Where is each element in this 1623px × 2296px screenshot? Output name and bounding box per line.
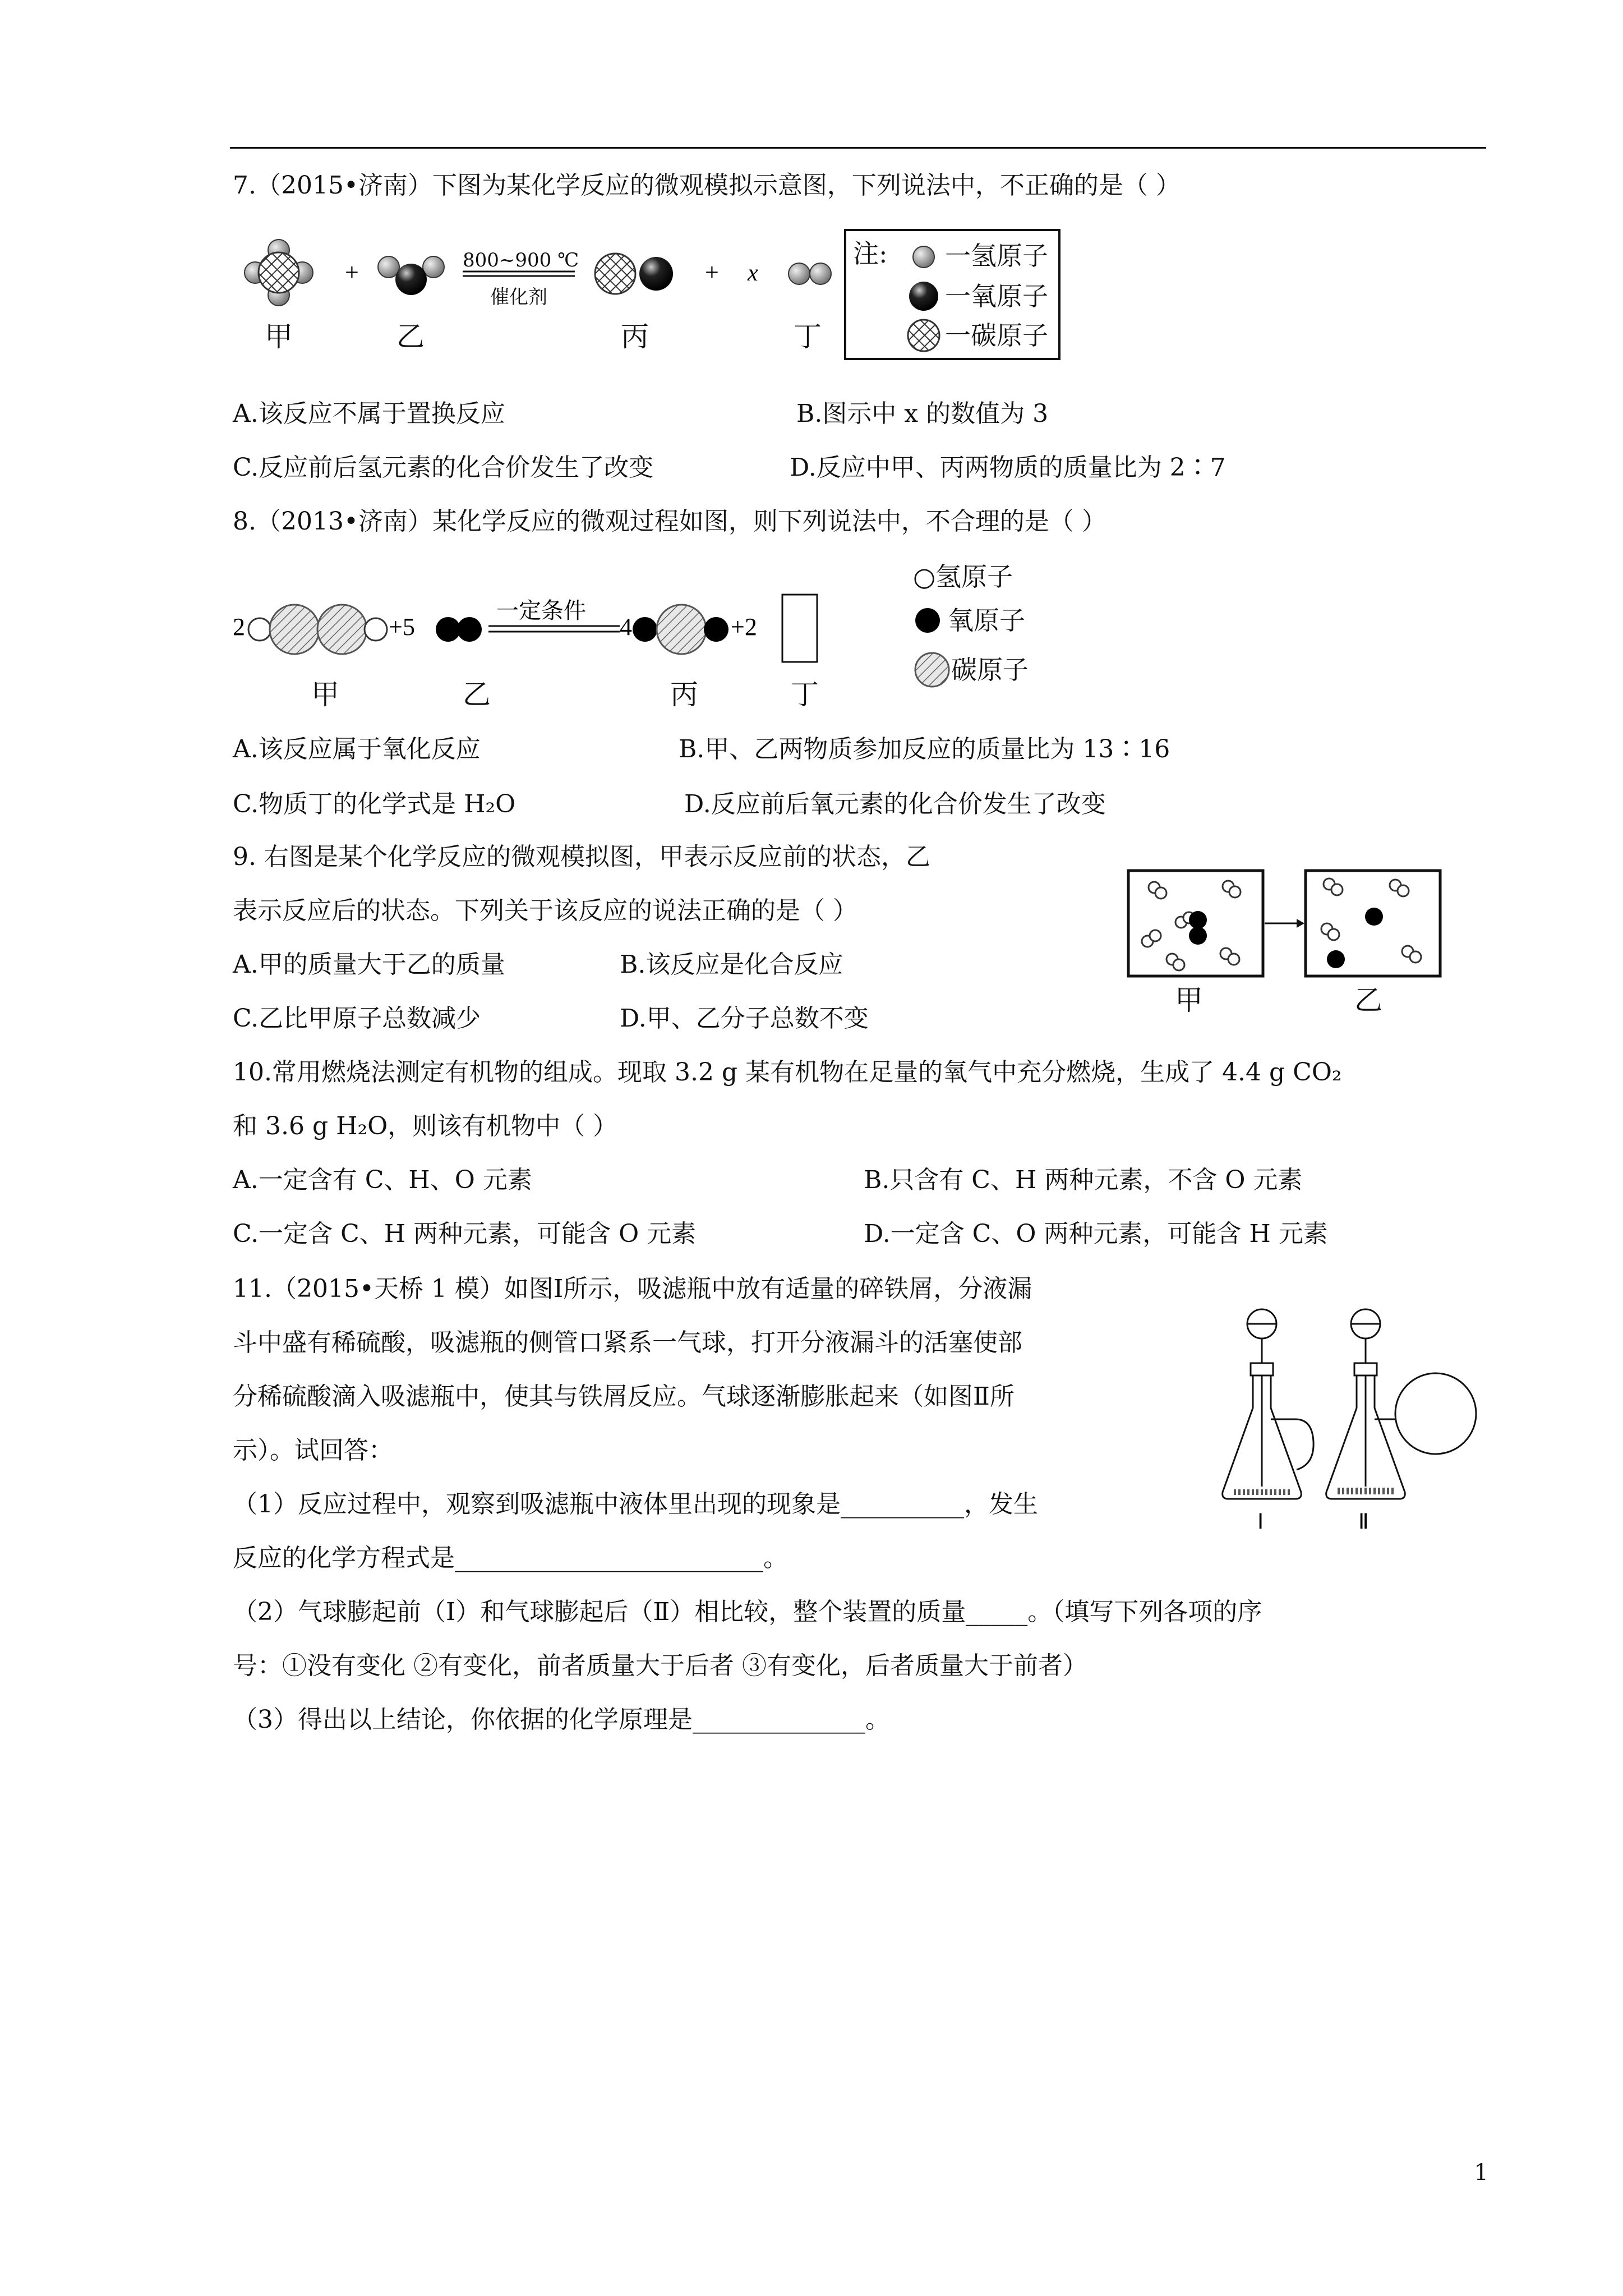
q8-condition: 一定条件 — [496, 598, 586, 623]
molecule-yi — [378, 256, 444, 295]
q8-option-b: B.甲、乙两物质参加反应的质量比为 13∶16 — [679, 735, 1170, 763]
q11-fig-label-1: Ⅰ — [1257, 1510, 1264, 1534]
molecule-co2 — [633, 605, 728, 654]
q8-label-bing: 丙 — [670, 678, 698, 711]
q7-legend-o: 一氧原子 — [945, 281, 1048, 311]
q11-line-1: 11.（2015•天桥 1 模）如图Ⅰ所示，吸滤瓶中放有适量的碎铁屑，分液漏 — [233, 1274, 1032, 1303]
q9-figure — [1127, 869, 1441, 982]
q7-legend-title: 注: — [853, 238, 888, 269]
q11-line-2: 斗中盛有稀硫酸，吸滤瓶的侧管口紧系一气球，打开分液漏斗的活塞使部 — [233, 1328, 1022, 1357]
q8-unknown-box — [782, 595, 817, 662]
q7-legend-icons — [908, 240, 942, 352]
q10-option-b: B.只含有 C、H 两种元素，不含 O 元素 — [864, 1166, 1303, 1194]
q8-option-d: D.反应前后氧元素的化合价发生了改变 — [684, 790, 1106, 818]
molecule-jia — [245, 240, 313, 306]
q11-line-4: 示）。试回答： — [233, 1436, 393, 1465]
q7-option-c: C.反应前后氢元素的化合价发生了改变 — [233, 453, 654, 482]
q11-fig-label-2: Ⅱ — [1358, 1510, 1369, 1534]
q9-option-d: D.甲、乙分子总数不变 — [620, 1004, 869, 1033]
q7-legend-h: 一氢原子 — [945, 241, 1048, 271]
svg-text:+: + — [705, 259, 719, 286]
q7-label-jia: 甲 — [265, 320, 293, 353]
hydrogen-atom-icon — [913, 246, 934, 268]
q9-stem-2: 表示反应后的状态。下列关于该反应的说法正确的是（ ） — [233, 896, 857, 925]
q8-option-c: C.物质丁的化学式是 H₂O — [233, 790, 516, 818]
q7-label-yi: 乙 — [396, 320, 425, 353]
q10-stem-2: 和 3.6 g H₂O，则该有机物中（ ） — [233, 1112, 618, 1140]
q9-label-jia: 甲 — [1175, 984, 1203, 1016]
q11-line-6: 反应的化学方程式是_________________________。 — [233, 1544, 788, 1572]
q9-stem-1: 9. 右图是某个化学反应的微观模拟图，甲表示反应前的状态，乙 — [233, 843, 930, 871]
q8-legend-icons — [915, 604, 949, 688]
q8-legend-h: ○氢原子 — [913, 562, 1013, 592]
q9-label-yi: 乙 — [1354, 984, 1382, 1016]
q11-apparatus-figure — [1211, 1301, 1492, 1537]
q9-option-b: B.该反应是化合反应 — [620, 950, 843, 979]
q11-line-3: 分稀硫酸滴入吸滤瓶中，使其与铁屑反应。气球逐渐膨胀起来（如图Ⅱ所 — [233, 1382, 1015, 1411]
q8-label-ding: 丁 — [791, 678, 819, 711]
q10-option-a: A.一定含有 C、H、O 元素 — [233, 1166, 532, 1194]
q7-condition-bottom: 催化剂 — [490, 286, 547, 309]
q10-stem-1: 10.常用燃烧法测定有机物的组成。现取 3.2 g 某有机物在足量的氧气中充分燃烧，生成了 4.4 g CO₂ — [233, 1058, 1342, 1087]
q7-condition-top: 800~900 ℃ — [463, 249, 579, 272]
molecule-c2h2 — [248, 605, 387, 654]
q11-line-5: （1）反应过程中，观察到吸滤瓶中液体里出现的现象是__________，发生 — [233, 1490, 1038, 1519]
q8-stem: 8.（2013•济南）某化学反应的微观过程如图，则下列说法中，不合理的是（ ） — [233, 507, 1106, 536]
q7-option-b: B.图示中 x 的数值为 3 — [796, 399, 1049, 428]
molecule-o2 — [436, 617, 482, 642]
molecule-bing — [595, 254, 673, 294]
q7-legend — [844, 229, 1061, 360]
q9-option-a: A.甲的质量大于乙的质量 — [233, 950, 505, 979]
q7-stem: 7.（2015•济南）下图为某化学反应的微观模拟示意图，下列说法中，不正确的是（ ） — [233, 171, 1181, 200]
molecule-ding — [789, 263, 831, 284]
q8-coef-c: 4 — [620, 613, 632, 641]
q11-line-8: 号：①没有变化 ②有变化，前者质量大于后者 ③有变化，后者质量大于前者） — [233, 1651, 1087, 1680]
q8-option-a: A.该反应属于氧化反应 — [233, 735, 481, 763]
q11-line-9: （3）得出以上结论，你依据的化学原理是______________。 — [233, 1705, 890, 1734]
q7-label-bing: 丙 — [621, 320, 649, 353]
q9-option-c: C.乙比甲原子总数减少 — [233, 1004, 481, 1033]
page-number: 1 — [1474, 2160, 1488, 2185]
q11-line-7: （2）气球膨起前（Ⅰ）和气球膨起后（Ⅱ）相比较，整个装置的质量_____。（填写下列各项的序 — [233, 1598, 1262, 1626]
q8-legend-o: 氧原子 — [948, 605, 1025, 636]
carbon-atom-icon — [908, 320, 939, 351]
oxygen-atom-icon — [915, 608, 940, 633]
q7-option-d: D.反应中甲、丙两物质的质量比为 2∶7 — [790, 453, 1226, 482]
q8-label-yi: 乙 — [463, 678, 491, 711]
q10-option-c: C.一定含 C、H 两种元素，可能含 O 元素 — [233, 1220, 697, 1248]
oxygen-atom-icon — [909, 282, 938, 311]
carbon-atom-icon — [915, 653, 949, 687]
q7-legend-c: 一碳原子 — [945, 320, 1048, 351]
q8-coef-d: +2 — [731, 613, 757, 641]
svg-text:x: x — [748, 260, 758, 286]
q8-reaction-diagram — [233, 583, 895, 673]
header-rule — [230, 147, 1486, 149]
q8-coef-b: +5 — [389, 613, 415, 641]
q7-option-a: A.该反应不属于置换反应 — [233, 399, 505, 428]
q8-coef-a: 2 — [233, 613, 245, 641]
q10-option-d: D.一定含 C、O 两种元素，可能含 H 元素 — [864, 1220, 1328, 1248]
svg-text:+: + — [345, 259, 359, 286]
q7-label-ding: 丁 — [794, 320, 822, 353]
q8-legend-c: 碳原子 — [951, 655, 1029, 685]
q8-label-jia: 甲 — [311, 678, 339, 711]
